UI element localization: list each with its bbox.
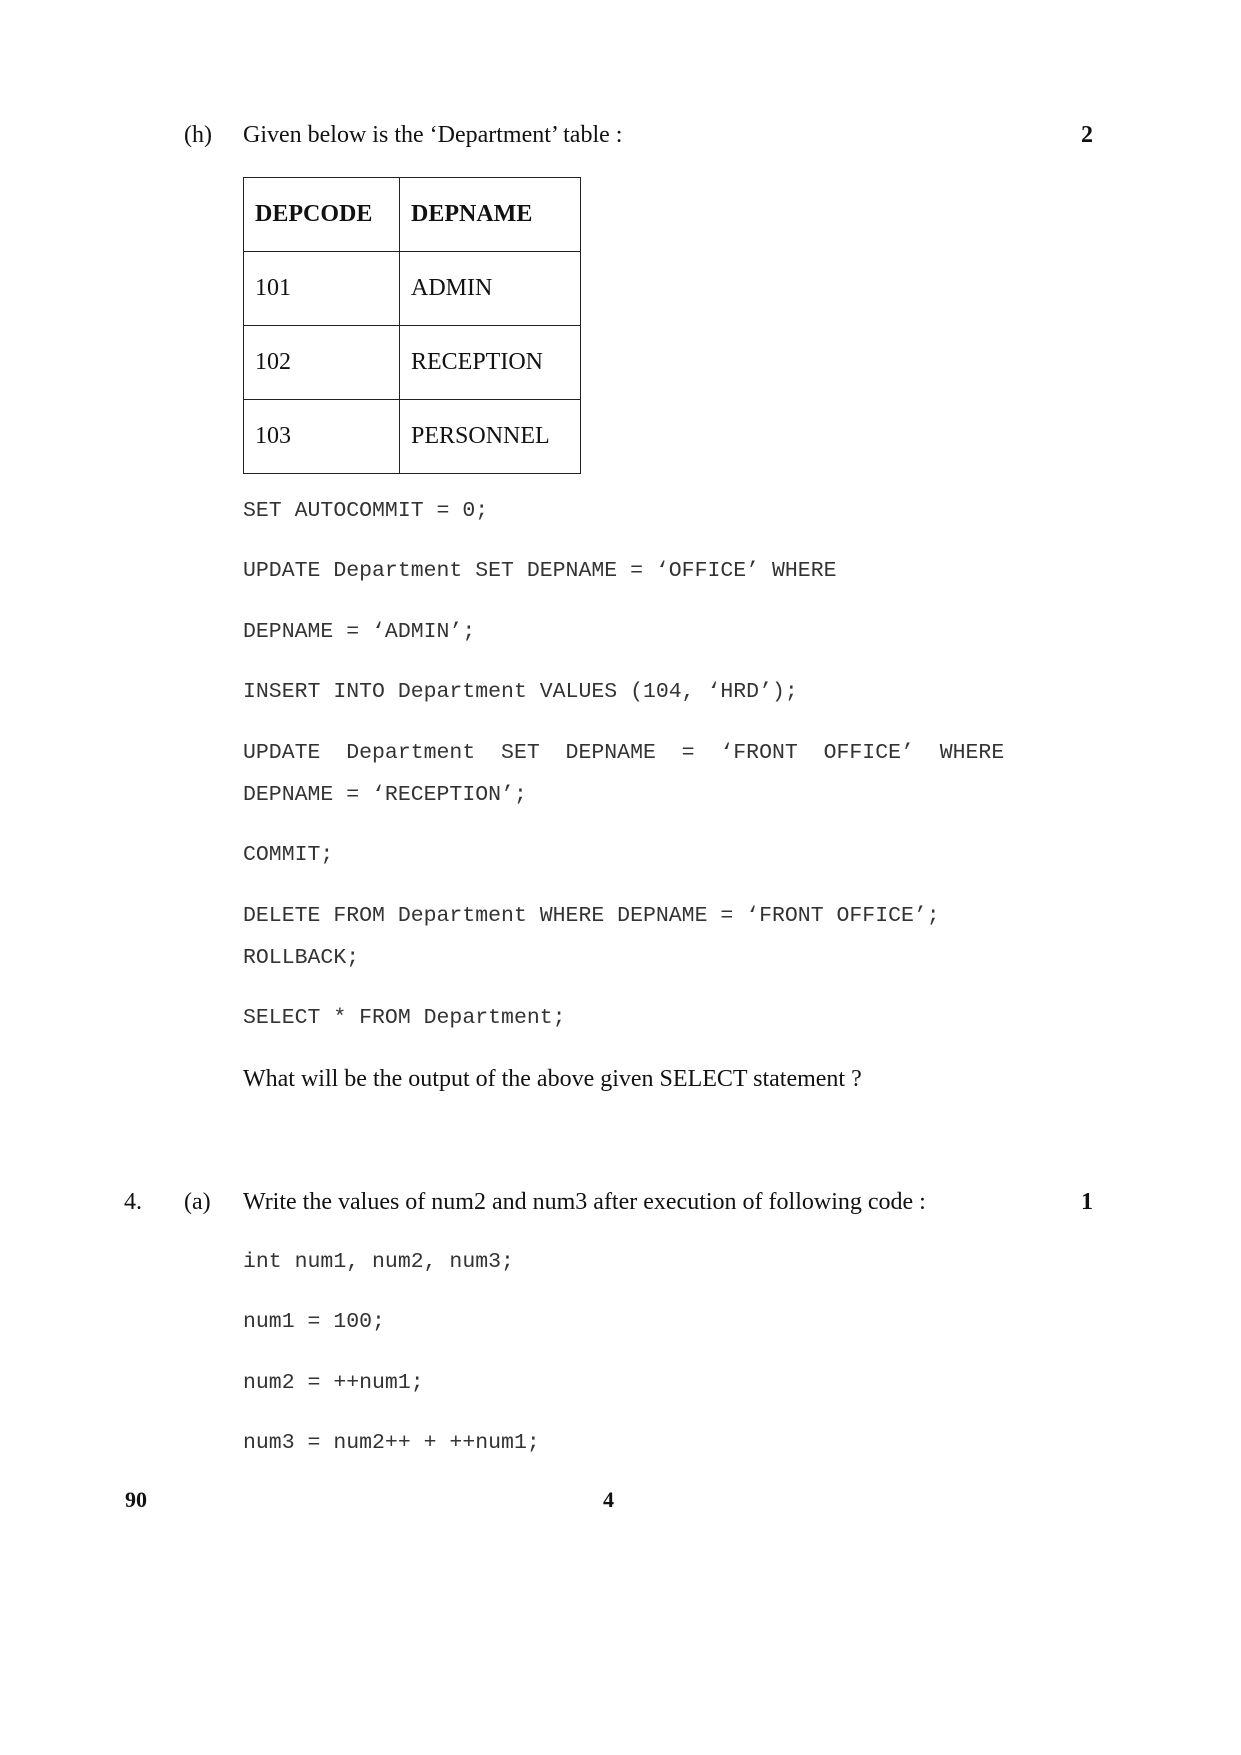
table-row (244, 400, 581, 474)
table-row (244, 252, 581, 326)
table-cell: PERSONNEL (400, 400, 581, 474)
table-header-row (244, 178, 581, 252)
sql-line: UPDATE Department SET DEPNAME = ‘OFFICE’ WHERE (243, 559, 837, 583)
sql-line: DEPNAME = ‘RECEPTION’; (243, 783, 527, 807)
table-cell: 101 (244, 252, 400, 326)
table-cell: RECEPTION (400, 326, 581, 400)
sql-line: SET AUTOCOMMIT = 0; (243, 499, 489, 523)
question-4a-label: (a) (184, 1189, 211, 1215)
paper-code: 90 (125, 1487, 147, 1512)
question-h-label: (h) (184, 122, 212, 148)
sql-line: INSERT INTO Department VALUES (104, ‘HRD’); (243, 680, 798, 704)
sql-line: DELETE FROM Department WHERE DEPNAME = ‘FRONT OFFICE’; (243, 904, 940, 928)
question-4a-text: Write the values of num2 and num3 after execution of following code : (243, 1189, 926, 1215)
table-cell: ADMIN (400, 252, 581, 326)
question-h-text: Given below is the ‘Department’ table : (243, 122, 623, 148)
table-cell: 102 (244, 326, 400, 400)
sql-line: SELECT * FROM Department; (243, 1006, 566, 1030)
sql-line: DEPNAME = ‘ADMIN’; (243, 620, 476, 644)
table-row (244, 326, 581, 400)
department-table (243, 177, 581, 474)
table-header-cell: DEPNAME (400, 178, 581, 252)
question-h-marks: 2 (1081, 122, 1093, 148)
code-line: int num1, num2, num3; (243, 1250, 514, 1274)
sql-line: COMMIT; (243, 843, 334, 867)
table-cell: 103 (244, 400, 400, 474)
question-h-prompt: What will be the output of the above given SELECT statement ? (243, 1066, 862, 1092)
page-number: 4 (603, 1487, 614, 1512)
question-4a-marks: 1 (1081, 1189, 1093, 1215)
sql-line: UPDATE Department SET DEPNAME = ‘FRONT OFFICE’ WHERE (243, 741, 1005, 765)
code-line: num2 = ++num1; (243, 1371, 424, 1395)
table-header-cell: DEPCODE (244, 178, 400, 252)
code-line: num1 = 100; (243, 1310, 385, 1334)
question-4-number: 4. (124, 1189, 142, 1215)
sql-line: ROLLBACK; (243, 946, 360, 970)
code-line: num3 = num2++ + ++num1; (243, 1431, 540, 1455)
